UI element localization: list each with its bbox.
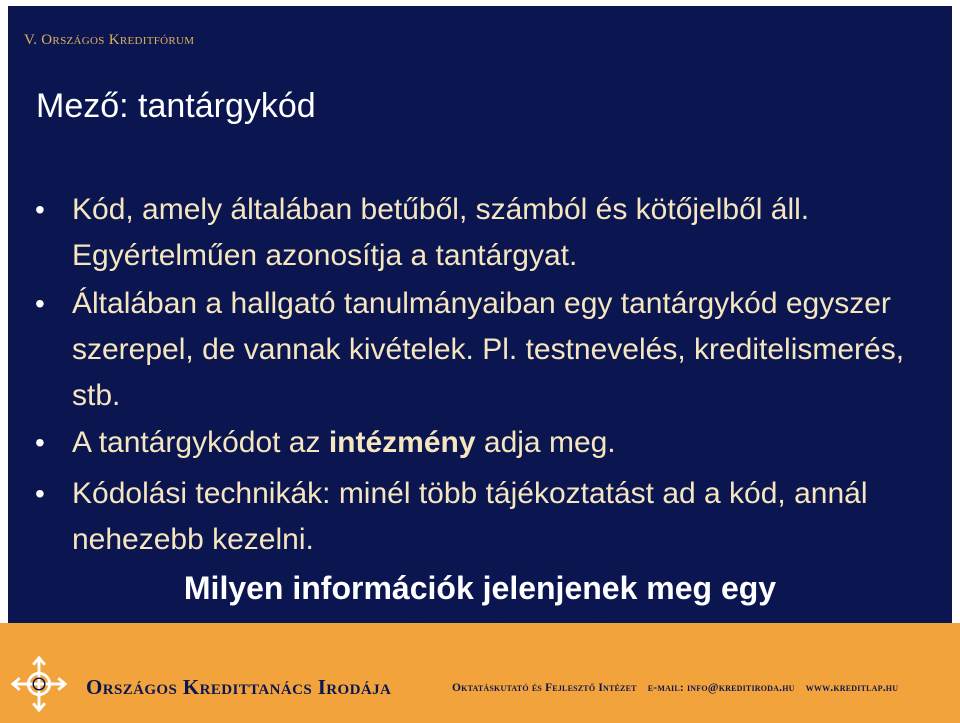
bullet-dot-icon: • (35, 288, 45, 319)
bullet-item-1 (35, 187, 932, 279)
bullet-dot-icon: • (35, 478, 45, 509)
bullet-item-3 (35, 420, 932, 466)
bullet-emphasis: intézmény (328, 426, 476, 459)
compass-logo-icon (10, 655, 68, 713)
slide-title: Mező: tantárgykód (36, 87, 316, 125)
conference-header (24, 32, 194, 49)
footer-band (0, 623, 960, 723)
bullet-text: Kód, amely általában betűből, számból és kötőjelből áll. Egyértelműen azonosítja a tantárgyat. (72, 193, 810, 272)
footer-contact (452, 682, 906, 694)
bullet-item-2 (35, 281, 932, 419)
bullet-text: Kódolási technikák: minél több tájékoztatást ad a kód, annál nehezebb kezelni. (72, 477, 868, 556)
conference-name: V. Országos Kreditfórum (24, 32, 195, 48)
bullet-dot-icon: • (35, 194, 45, 225)
organization-name: Országos Kredittanács Irodája (86, 675, 392, 699)
bullet-item-4 (35, 471, 932, 563)
bullet-dot-icon: • (35, 427, 45, 458)
bullet-text: A tantárgykódot az (72, 426, 329, 459)
institute-name: Oktatáskutató és Fejlesztő Intézet (452, 682, 637, 694)
contact-email: e-mail: info@kreditiroda.hu (647, 682, 795, 694)
website-link: www.kreditlap.hu (805, 682, 899, 694)
question-line-1: Milyen információk jelenjenek meg egy (183, 570, 777, 606)
bullet-text: adja meg. (475, 426, 616, 459)
bullet-text: Általában a hallgató tanulmányaiban egy tantárgykód egyszer szerepel, de vannak kivételek. Pl. testnevelés, kreditelismerés, stb. (72, 287, 905, 412)
